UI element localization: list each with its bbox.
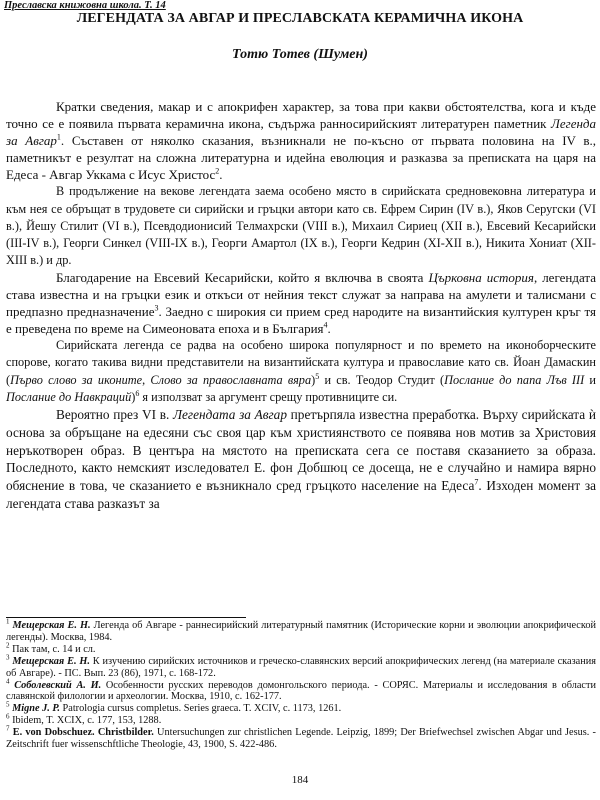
paragraph-4: Сирийската легенда се радва на особено широка популярност и по времето на иконоборческите спорове, когато такива видни представители на византийската култура и православие като св. Йоан Дамаскин (Първо слово за иконите, Слово за православната вяра)$^5$ и св. Теодор Студит (Послание до папа Лъв III и Послание до Навкраций)$^6$ я използват за аргумент срещу противниците си. — [6, 338, 597, 404]
page-number: 184 — [291, 774, 309, 786]
footnote-4: $^4$ Соболевский А. И. Особенности русских переводов домонгольского периода. - СОРЯС. Материалы и исследования в области славянской филологии и археологии. Москва, 1910, с. 162-177. — [6, 677, 596, 703]
footnote-1: $^1$ Мещерская Е. Н. Легенда об Авгаре - раннесирийский литературный памятник (Исторические корни и эволюции апокрифической легенды). Москва, 1984. — [6, 617, 596, 643]
footnote-ref-2[interactable]: 2 — [215, 167, 220, 177]
footnote-7: $^7$ E. von Dobschuez. Christbilder. Untersuchungen zur christlichen Legende. Leipzig, 1899; Der Briefwechsel zwischen Abgar und Jesus. - Zeitschrift fuer wissenschftliche Theologie, 43, 1900, S. 422-486. — [6, 724, 596, 751]
footnote-ref-7[interactable]: 7 — [474, 477, 479, 487]
footnote-separator — [6, 617, 246, 618]
footnote-ref-3[interactable]: 3 — [154, 303, 159, 313]
paragraph-1: Кратки сведения, макар и с апокрифен характер, за това при какви обстоятелства, кога и къде точно се е появила първата керамична икона, съдържа ранносирийският литературен паметник Легенда за Авгар$^1$. Съставен от няколко сказания, възникнали не по-късно от първата половина на IV в., паметникът е резултат на сложна литературна и идейна еволюция и разказва за преписката на царя на Едеса - Авгар Уккама с Исус Христос$^2$. — [6, 99, 597, 183]
article-title: ЛЕГЕНДАТА ЗА АВГАР И ПРЕСЛАВСКАТА КЕРАМИЧНА ИКОНА — [76, 11, 524, 26]
footnote-ref-4[interactable]: 4 — [323, 320, 328, 330]
paragraph-5: Вероятно през VI в. Легендата за Авгар претърпяла известна преработка. Върху сирийската ѝ основа за обръщане на едесяни със своя цар към християнството се появява нов мотив за Христовия неръкотворен образ. В центъра на мястото на преписката сега се поставя сказанието за образа. Последното, както немският изследовател Е. фон Добшюц се досеща, не е случайно и намира вярно обяснение в това, че сказанието е възникнало сред гръцкото население на Едеса$^7$. Изходен момент за легендата става разказът за — [6, 406, 596, 512]
article-body — [6, 98, 596, 513]
paragraph-3: Благодарение на Евсевий Кесарийски, който я включва в своята Църковна история, легендата става известна и на гръцки език и откъси от нейния текст служат за направа на амулети и талисмани с предпазно предназначение$^3$. Заедно с широкия си прием сред народите на византийския културен кръг тя е преведена по време на Симеоновата епоха и в България$^4$. — [6, 269, 596, 337]
footnote-ref-1[interactable]: 1 — [56, 132, 61, 142]
article-author: Тотю Тотев (Шумен) — [232, 47, 368, 62]
footnote-ref-6[interactable]: 6 — [135, 388, 140, 398]
footnote-6: $^6$ Ibidem, T. XCIX, c. 177, 153, 1288. — [6, 712, 162, 727]
footnotes — [6, 617, 596, 751]
footnote-3: $^3$ Мещерская Е. Н. К изучению сирийских источников и греческо-славянских версий апокрифических легенд (на материале сказания об Авгаре). - ПС. Вып. 23 (86), 1971, с. 168-172. — [6, 653, 596, 679]
footnote-ref-5[interactable]: 5 — [315, 371, 320, 381]
footnote-5: $^5$ Migne J. P. Patrologia cursus completus. Series graeca. T. XCIV, c. 1173, 1261. — [6, 700, 342, 715]
running-head: Преславска книжовна школа. Т. 14 — [4, 0, 166, 11]
footnote-2: $^2$ Пак там, с. 14 и сл. — [6, 641, 96, 655]
paragraph-2: В продължение на векове легендата заема особено място в сирийската средновековна литература и към нея се обръщат в трудовете си сирийски и гръцки автори като св. Ефрем Сирин (IV в.), Яков Серугски (VI в.), Йешу Стилит (VI в.), Псевдодионисий Телмахрски (VIII в.), Михаил Сириец (XII в.), Евсевий Кесарийски (III-IV в.), Георги Синкел (VIII-IX в.), Георги Амартол (IX в.), Георги Кедрин (XI-XII в.), Никита Хониат (XII-XIII в.) и др. — [6, 184, 596, 267]
